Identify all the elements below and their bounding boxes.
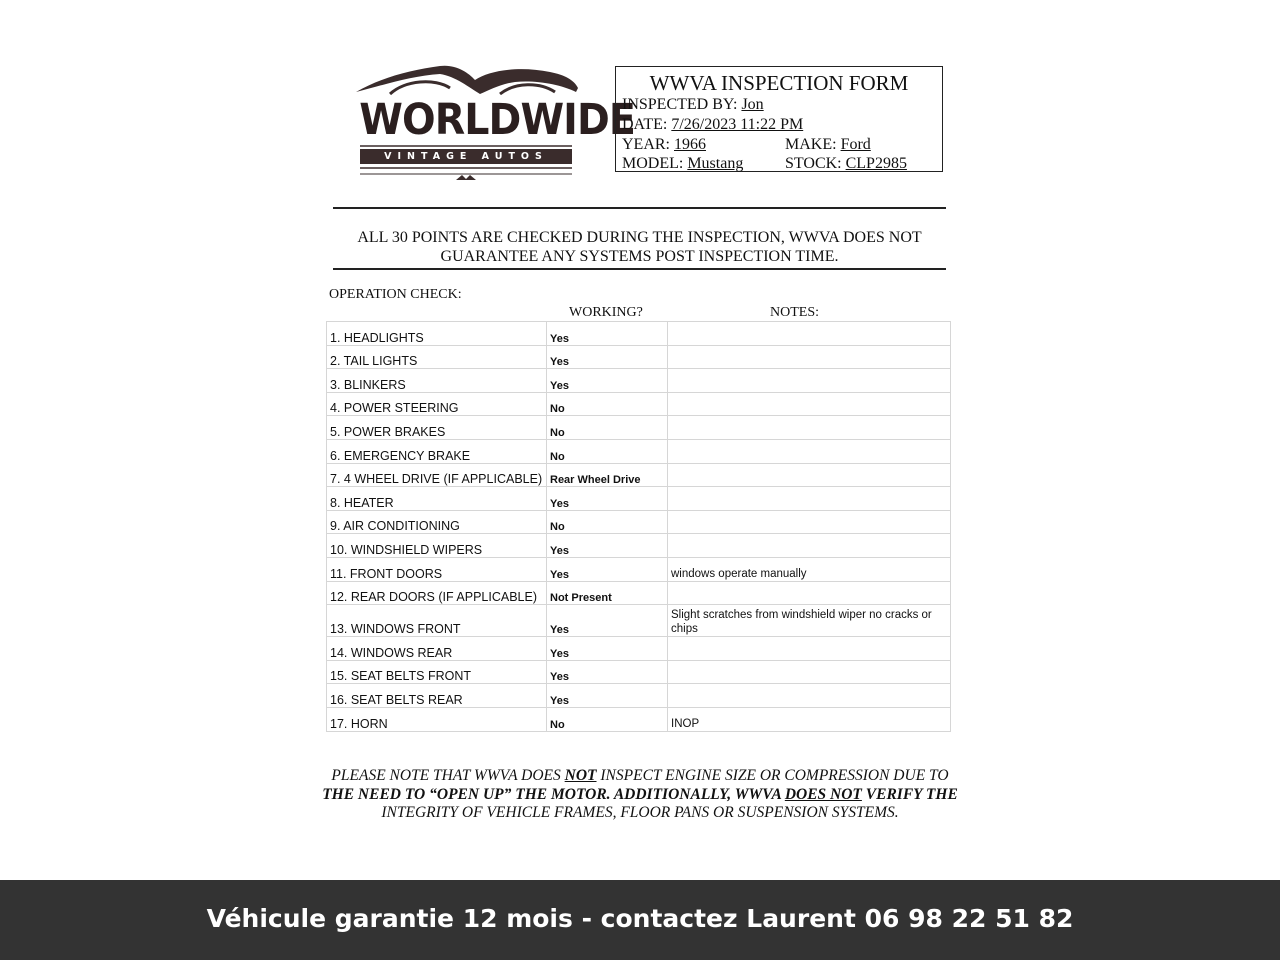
notes-cell [668, 392, 951, 416]
notes-cell [668, 660, 951, 684]
logo-wordmark: WORLDWIDE [359, 95, 635, 145]
disclaimer-note [320, 767, 960, 823]
inspected-by-label: INSPECTED BY: [622, 96, 738, 113]
working-status: No [547, 707, 668, 731]
table-row [327, 322, 951, 346]
check-item: 3. BLINKERS [327, 369, 547, 393]
working-status: No [547, 392, 668, 416]
table-row [327, 581, 951, 605]
check-item: 1. HEADLIGHTS [327, 322, 547, 346]
check-item: 9. AIR CONDITIONING [327, 510, 547, 534]
notes-cell [668, 416, 951, 440]
notes-cell [668, 322, 951, 346]
notice-line-1: ALL 30 POINTS ARE CHECKED DURING THE INSPECTION, WWVA DOES NOT [357, 229, 922, 246]
notes-cell [668, 510, 951, 534]
check-item: 8. HEATER [327, 487, 547, 511]
notes-cell [668, 487, 951, 511]
warranty-banner: Véhicule garantie 12 mois - contactez Laurent 06 98 22 51 82 [0, 880, 1280, 960]
inspection-header-box [615, 66, 943, 172]
working-status: Yes [547, 684, 668, 708]
working-status: No [547, 439, 668, 463]
table-row [327, 557, 951, 581]
table-row [327, 392, 951, 416]
disclaimer-text: THE NEED TO “OPEN UP” THE MOTOR. ADDITIONALLY, WWVA [322, 785, 785, 803]
year-value: 1966 [674, 136, 706, 153]
working-status: Yes [547, 605, 668, 637]
model-value: Mustang [687, 155, 744, 172]
worldwide-logo [350, 58, 635, 186]
disclaimer-text: PLEASE NOTE THAT WWVA DOES [331, 767, 565, 784]
working-status: Yes [547, 557, 668, 581]
check-item: 15. SEAT BELTS FRONT [327, 660, 547, 684]
working-status: Yes [547, 660, 668, 684]
operation-check-table [326, 321, 951, 732]
stock-value: CLP2985 [845, 155, 907, 172]
disclaimer-emphasis: NOT [564, 767, 597, 784]
model-line [622, 154, 743, 174]
check-item: 12. REAR DOORS (IF APPLICABLE) [327, 581, 547, 605]
check-item: 14. WINDOWS REAR [327, 637, 547, 661]
working-status: Yes [547, 322, 668, 346]
table-row [327, 707, 951, 731]
notes-cell: INOP [668, 707, 951, 731]
working-column-header: WORKING? [569, 305, 643, 320]
date-line [622, 115, 803, 135]
date-value: 7/26/2023 11:22 PM [671, 116, 804, 133]
table-row [327, 684, 951, 708]
table-row [327, 463, 951, 487]
notes-cell [668, 369, 951, 393]
make-line [785, 135, 871, 155]
working-status: Yes [547, 345, 668, 369]
notes-cell [668, 684, 951, 708]
table-row [327, 369, 951, 393]
table-row [327, 660, 951, 684]
stock-label: STOCK: [785, 155, 842, 172]
table-row [327, 439, 951, 463]
date-label: DATE: [622, 116, 668, 133]
notes-cell [668, 345, 951, 369]
logo-subtitle: VINTAGE AUTOS [360, 149, 572, 164]
working-status: Yes [547, 534, 668, 558]
check-item: 13. WINDOWS FRONT [327, 605, 547, 637]
inspected-by-value: Jon [741, 96, 764, 113]
table-row [327, 416, 951, 440]
check-item: 4. POWER STEERING [327, 392, 547, 416]
disclaimer-text: INTEGRITY OF VEHICLE FRAMES, FLOOR PANS OR SUSPENSION SYSTEMS. [381, 804, 899, 821]
table-row [327, 345, 951, 369]
working-status: Not Present [547, 581, 668, 605]
divider-bottom [333, 268, 946, 270]
table-row [327, 534, 951, 558]
working-status: Rear Wheel Drive [547, 463, 668, 487]
make-label: MAKE: [785, 136, 837, 153]
disclaimer-emphasis: DOES NOT [784, 785, 862, 803]
inspected-by-line [622, 95, 764, 115]
notes-column-header: NOTES: [770, 305, 819, 320]
stock-line [785, 154, 907, 174]
working-status: Yes [547, 369, 668, 393]
check-item: 5. POWER BRAKES [327, 416, 547, 440]
table-row [327, 605, 951, 637]
check-item: 16. SEAT BELTS REAR [327, 684, 547, 708]
year-label: YEAR: [622, 136, 670, 153]
working-status: Yes [547, 487, 668, 511]
disclaimer-text: VERIFY THE [861, 785, 958, 803]
table-row [327, 487, 951, 511]
notes-cell: windows operate manually [668, 557, 951, 581]
notes-cell: Slight scratches from windshield wiper no cracks or chips [668, 605, 951, 637]
make-value: Ford [840, 136, 871, 153]
disclaimer-text: INSPECT ENGINE SIZE OR COMPRESSION DUE TO [596, 767, 949, 784]
working-status: No [547, 416, 668, 440]
check-item: 11. FRONT DOORS [327, 557, 547, 581]
check-item: 2. TAIL LIGHTS [327, 345, 547, 369]
form-title: WWVA INSPECTION FORM [649, 71, 909, 95]
working-status: Yes [547, 637, 668, 661]
table-row [327, 637, 951, 661]
notice-line-2: GUARANTEE ANY SYSTEMS POST INSPECTION TIME. [440, 248, 839, 265]
divider-top [333, 207, 946, 209]
inspection-notice [333, 228, 946, 266]
table-row [327, 510, 951, 534]
notes-cell [668, 581, 951, 605]
notes-cell [668, 637, 951, 661]
year-line [622, 135, 706, 155]
notes-cell [668, 439, 951, 463]
model-label: MODEL: [622, 155, 684, 172]
notes-cell [668, 534, 951, 558]
check-item: 6. EMERGENCY BRAKE [327, 439, 547, 463]
operation-check-label: OPERATION CHECK: [329, 287, 462, 302]
check-item: 10. WINDSHIELD WIPERS [327, 534, 547, 558]
working-status: No [547, 510, 668, 534]
check-item: 7. 4 WHEEL DRIVE (IF APPLICABLE) [327, 463, 547, 487]
notes-cell [668, 463, 951, 487]
check-item: 17. HORN [327, 707, 547, 731]
